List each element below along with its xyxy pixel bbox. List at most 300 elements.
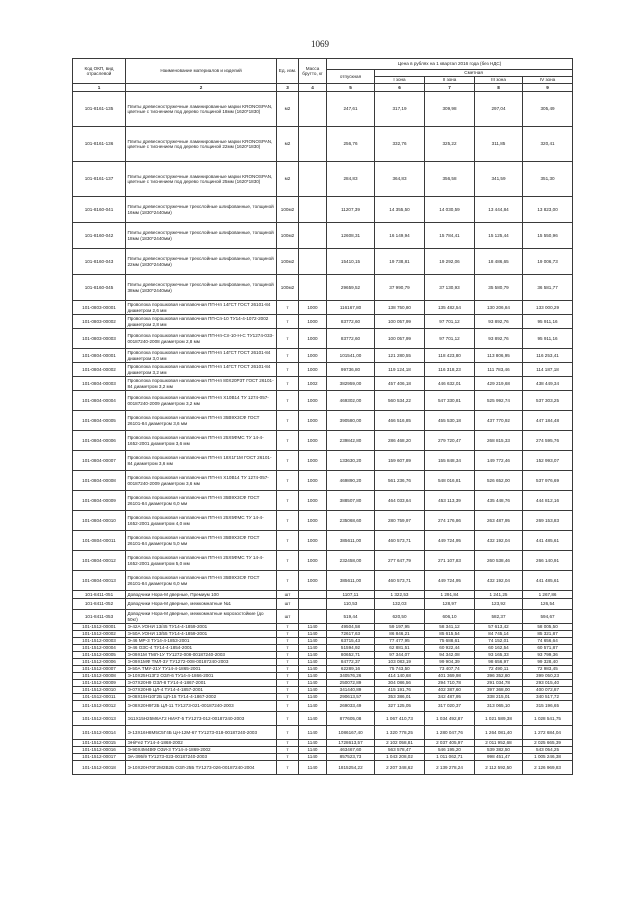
row-release-price: 385611,00 (327, 571, 375, 591)
row-zone1-price: 97 344,07 (375, 652, 425, 659)
row-zone4-price: 400 072,87 (523, 687, 573, 694)
row-zone2-price: 99 904,39 (425, 659, 475, 666)
row-mass: 1140 (299, 712, 327, 726)
row-zone4-price: 340 517,72 (523, 694, 573, 701)
row-zone3-price: 149 772,46 (475, 451, 523, 471)
row-unit: т (277, 631, 299, 638)
row-code: 101-0803-00001 (73, 301, 126, 315)
row-release-price: 83772,60 (327, 329, 375, 349)
row-zone2-price: 294 710,78 (425, 680, 475, 687)
row-mass: 1140 (299, 754, 327, 761)
table-row (73, 471, 573, 491)
row-unit: т (277, 645, 299, 652)
row-code: 101-8160-045 (73, 275, 126, 301)
row-release-price: 83772,60 (327, 315, 375, 329)
row-name: Э-46 МР-3 ТУ14-4-1853-2001 (126, 638, 277, 645)
row-release-price: 1107,11 (327, 591, 375, 599)
header-price-group: Цена в рублях на 1 квартал 2016 года (без НДС) (327, 59, 573, 70)
row-zone1-price: 75 743,50 (375, 666, 425, 673)
row-code: 101-1512-00008 (73, 673, 126, 680)
row-code: 101-1512-00011 (73, 694, 126, 701)
row-unit: т (277, 652, 299, 659)
row-unit: т (277, 726, 299, 740)
row-name: Плиты древесностружечные трехслойные шлифованные, толщиной 18мм (1830*2440мм) (126, 223, 277, 249)
row-zone1-price: 317,19 (375, 92, 425, 127)
column-number: 2 (126, 84, 277, 92)
table-row (73, 197, 573, 223)
row-mass: 1000 (299, 349, 327, 363)
row-zone2-price: 271 107,83 (425, 551, 475, 571)
row-zone2-price: 449 724,95 (425, 571, 475, 591)
row-unit: т (277, 666, 299, 673)
row-zone1-price: 1 067 410,73 (375, 712, 425, 726)
row-name: ЭНiFe2 ТУ14-4-1868-2002 (126, 740, 277, 747)
row-zone3-price: 268 815,33 (475, 431, 523, 451)
row-code: 101-1512-00017 (73, 754, 126, 761)
row-zone2-price: 342 487,95 (425, 694, 475, 701)
row-unit: т (277, 315, 299, 329)
row-unit: т (277, 411, 299, 431)
row-zone2-price: 606,10 (425, 610, 475, 624)
column-number: 8 (475, 84, 523, 92)
row-code: 101-1512-00004 (73, 645, 126, 652)
row-unit: т (277, 701, 299, 712)
row-name: Э-10Х25Н13Г2 ОЗЛ-6 ТУ14-4-1866-2001 (126, 673, 277, 680)
row-release-price: 11207,39 (327, 197, 375, 223)
row-unit: т (277, 624, 299, 631)
header-name: Наименование материалов и изделий (126, 59, 277, 84)
row-mass: 1140 (299, 694, 327, 701)
row-mass: 1000 (299, 531, 327, 551)
row-mass: 1000 (299, 363, 327, 377)
row-code: 101-1512-00002 (73, 631, 126, 638)
row-release-price: 51594,92 (327, 645, 375, 652)
row-zone4-price: 438 449,34 (523, 377, 573, 391)
row-code: 101-1512-00010 (73, 687, 126, 694)
row-name: Плиты древесностружечные трехслойные шлифованные, толщиной 38мм (1830*2440мм) (126, 275, 277, 301)
row-code: 101-0803-00002 (73, 315, 126, 329)
header-zone-3: III зона (475, 77, 523, 84)
row-code: 101-1512-00006 (73, 659, 126, 666)
row-zone4-price: 320,41 (523, 127, 573, 162)
row-zone2-price: 453 113,39 (425, 491, 475, 511)
header-estimated: Сметная (375, 70, 573, 77)
row-zone1-price: 286 468,20 (375, 431, 425, 451)
row-unit: шт (277, 599, 299, 610)
row-unit: м2 (277, 162, 299, 197)
row-zone2-price: 1 291,84 (425, 591, 475, 599)
row-code: 101-1512-00003 (73, 638, 126, 645)
row-zone3-price: 113 806,95 (475, 349, 523, 363)
row-zone3-price: 432 192,04 (475, 531, 523, 551)
row-name: Проволока порошковая наплавочная ПП-Нп 35В9Х3СФ ГОСТ 26101-84 диаметром 3,6 мм (126, 411, 277, 431)
row-mass: 1000 (299, 391, 327, 411)
row-name: Проволока порошковая наплавочная ПП-Сп-10 ТУ14-4-1072-2002 диаметром 2,8 мм (126, 315, 277, 329)
row-zone1-price: 2 207 348,62 (375, 761, 425, 775)
row-mass: 1000 (299, 411, 327, 431)
table-row (73, 673, 573, 680)
row-code: 101-0804-00001 (73, 349, 126, 363)
row-unit: т (277, 551, 299, 571)
row-zone3-price: 72 490,11 (475, 666, 523, 673)
row-name: Проволока порошковая наплавочная ПП-Нп 14ГСТ ГОСТ 26101-84 диаметром 3,2 мм (126, 363, 277, 377)
table-row (73, 377, 573, 391)
row-zone3-price: 57 613,42 (475, 624, 523, 631)
row-name: Проволока порошковая наплавочная ПП-Нп 35В9Х3СФ ГОСТ 26101-84 диаметром 5,0 мм (126, 531, 277, 551)
row-release-price: 62289,16 (327, 666, 375, 673)
row-zone1-price: 414 140,68 (375, 673, 425, 680)
row-zone3-price: 98 656,97 (475, 659, 523, 666)
row-unit: т (277, 680, 299, 687)
row-zone4-price: 13 823,00 (523, 197, 573, 223)
row-zone2-price: 116 318,23 (425, 363, 475, 377)
row-unit: т (277, 673, 299, 680)
row-name: Э-08Х20Н9Г2Б ЦЛ-11 ТУ1273-021-00187240-2003 (126, 701, 277, 712)
row-code: 101-0804-00009 (73, 491, 126, 511)
row-zone3-price: 397 368,00 (475, 687, 523, 694)
table-row (73, 754, 573, 761)
row-zone3-price: 130 206,84 (475, 301, 523, 315)
row-release-price: 12608,31 (327, 223, 375, 249)
header-zone-1: I зона (375, 77, 425, 84)
row-code: 101-1512-00007 (73, 666, 126, 673)
row-zone1-price: 19 738,81 (375, 249, 425, 275)
row-mass: 1140 (299, 740, 327, 747)
row-code: 101-1512-00015 (73, 740, 126, 747)
row-name: Э-10Х20Н70Г2М2В2Б ОЗЛ-25Б ТУ1273-026-00187240-2004 (126, 761, 277, 775)
row-zone2-price: 1 280 047,76 (425, 726, 475, 740)
row-code: 101-1512-00018 (73, 761, 126, 775)
row-zone1-price: 62 881,51 (375, 645, 425, 652)
row-unit: т (277, 747, 299, 754)
row-zone2-price: 356,58 (425, 162, 475, 197)
row-zone1-price: 457 406,18 (375, 377, 425, 391)
row-release-price: 290613,57 (327, 694, 375, 701)
row-zone4-price: 93 799,36 (523, 652, 573, 659)
row-zone3-price: 13 444,84 (475, 197, 523, 223)
row-zone3-price: 429 219,68 (475, 377, 523, 391)
row-zone1-price: 14 355,50 (375, 197, 425, 223)
row-unit: т (277, 329, 299, 349)
row-zone3-price: 396 352,80 (475, 673, 523, 680)
row-unit: т (277, 659, 299, 666)
row-zone3-price: 93 165,33 (475, 652, 523, 659)
table-row (73, 712, 573, 726)
row-mass (299, 197, 327, 223)
row-zone4-price: 116 253,41 (523, 349, 573, 363)
header-code: Код ОКП, вид отраслевой (73, 59, 126, 84)
row-name: Проволока порошковая наплавочная ПП-Нп 25Х5ФМС ТУ 14-4-1652-2001 диаметром 5,0 мм (126, 551, 277, 571)
row-zone3-price: 2 011 952,68 (475, 740, 523, 747)
row-zone4-price: 543 054,25 (523, 747, 573, 754)
row-name: Э11Х15Н25М6АГ2 НИАТ-5 ТУ1273-012-00187240-2003 (126, 712, 277, 726)
row-mass: 1140 (299, 659, 327, 666)
row-name: Э-08Х19Н10Г2Б ЦЛ-15 ТУ14-4-1867-2002 (126, 694, 277, 701)
row-mass (299, 591, 327, 599)
row-mass (299, 92, 327, 127)
row-mass: 1140 (299, 761, 327, 775)
table-row (73, 162, 573, 197)
row-name: Проволока порошковая наплавочная ПП-Нп 14ГСТ ГОСТ 26101-84 диаметром 2,6 мм (126, 301, 277, 315)
row-release-price: 49504,58 (327, 624, 375, 631)
row-code: 101-0804-00004 (73, 391, 126, 411)
row-zone4-price: 95 911,16 (523, 329, 573, 349)
row-unit: т (277, 491, 299, 511)
row-zone2-price: 401 369,98 (425, 673, 475, 680)
row-zone2-price: 58 341,12 (425, 624, 475, 631)
row-mass: 1140 (299, 680, 327, 687)
row-zone3-price: 1 241,25 (475, 591, 523, 599)
row-zone4-price: 15 550,96 (523, 223, 573, 249)
row-zone4-price: 85 321,87 (523, 631, 573, 638)
row-name: Плиты древесностружечные трехслойные шлифованные, толщиной 22мм (1830*2440мм) (126, 249, 277, 275)
row-zone4-price: 2 126 969,83 (523, 761, 573, 775)
table-row (73, 249, 573, 275)
row-release-price: 463467,60 (327, 747, 375, 754)
row-zone1-price: 415 191,76 (375, 687, 425, 694)
table-row (73, 391, 573, 411)
row-code: 101-1512-00009 (73, 680, 126, 687)
row-zone1-price: 1 322,53 (375, 591, 425, 599)
row-zone4-price: 1 005 246,38 (523, 754, 573, 761)
table-row (73, 638, 573, 645)
row-mass: 1002 (299, 377, 327, 391)
row-name: Проволока порошковая наплавочная ПП-Нп 25Х5ФМС ТУ 14-4-1652-2001 диаметром 3,6 мм (126, 431, 277, 451)
row-zone3-price: 111 783,46 (475, 363, 523, 377)
row-zone3-price: 1 264 081,40 (475, 726, 523, 740)
row-zone3-price: 263 487,95 (475, 511, 523, 531)
row-mass: 1140 (299, 701, 327, 712)
row-unit: т (277, 740, 299, 747)
row-code: 101-8160-041 (73, 197, 126, 223)
row-zone1-price: 277 647,79 (375, 551, 425, 571)
table-row (73, 315, 573, 329)
table-row (73, 363, 573, 377)
row-code: 101-1512-00001 (73, 624, 126, 631)
row-zone1-price: 59 197,95 (375, 624, 425, 631)
row-zone4-price: 19 006,73 (523, 249, 573, 275)
row-zone2-price: 118 423,80 (425, 349, 475, 363)
row-code: 101-8161-135 (73, 92, 126, 127)
row-name: ЭА-395/9 ТУ1273-023-00187240-2003 (126, 754, 277, 761)
row-code: 101-0804-00013 (73, 571, 126, 591)
row-zone2-price: 546 195,20 (425, 747, 475, 754)
row-zone1-price: 560 534,22 (375, 391, 425, 411)
row-unit: т (277, 431, 299, 451)
table-row (73, 431, 573, 451)
row-zone2-price: 455 530,18 (425, 411, 475, 431)
row-zone3-price: 60 162,54 (475, 645, 523, 652)
row-release-price: 1728613,57 (327, 740, 375, 747)
row-zone2-price: 15 784,41 (425, 223, 475, 249)
column-number-row (73, 84, 573, 92)
row-name: Э-46 ОЗС-4 ТУ14-4-1854-2001 (126, 645, 277, 652)
row-name: Э-13Х16Н8М5С5Г4Б ЦН-12М-67 ТУ1273-018-00187240-2003 (126, 726, 277, 740)
row-unit: 100м2 (277, 197, 299, 223)
row-zone4-price: 441 485,61 (523, 571, 573, 591)
row-release-price: 63715,43 (327, 638, 375, 645)
table-row (73, 491, 573, 511)
row-zone1-price: 620,50 (375, 610, 425, 624)
row-zone4-price: 36 581,77 (523, 275, 573, 301)
header-zone-4: IV зона (523, 77, 573, 84)
table-row (73, 511, 573, 531)
row-release-price: 15410,15 (327, 249, 375, 275)
row-code: 101-8160-042 (73, 223, 126, 249)
table-row (73, 551, 573, 571)
row-zone2-price: 135 482,54 (425, 301, 475, 315)
row-release-price: 133630,20 (327, 451, 375, 471)
row-release-price: 250072,89 (327, 680, 375, 687)
row-unit: т (277, 638, 299, 645)
row-mass: 1140 (299, 652, 327, 659)
table-row (73, 301, 573, 315)
row-zone2-price: 60 922,44 (425, 645, 475, 652)
row-release-price: 469302,00 (327, 391, 375, 411)
row-zone4-price: 1 272 684,04 (523, 726, 573, 740)
row-mass: 1140 (299, 624, 327, 631)
row-name: Плиты древесностружечные ламинированные марки KRONOSPAN, цветные с тиснением под дерево толщиной 18мм (1620*1830) (126, 92, 277, 127)
row-name: Доводчики Нора-М дверные, межкомнатные №1 (126, 599, 277, 610)
price-table (72, 58, 573, 775)
row-mass (299, 127, 327, 162)
row-zone4-price: 266 140,91 (523, 551, 573, 571)
row-zone1-price: 561 236,76 (375, 471, 425, 491)
row-mass: 1000 (299, 431, 327, 451)
row-mass: 1140 (299, 687, 327, 694)
row-zone4-price: 1 028 541,75 (523, 712, 573, 726)
row-mass: 1140 (299, 631, 327, 638)
row-zone4-price: 447 184,48 (523, 411, 573, 431)
row-name: Э-50А ТМУ-21У ТУ14-4-1865-2001 (126, 666, 277, 673)
row-zone3-price: 526 652,00 (475, 471, 523, 491)
column-number: 3 (277, 84, 299, 92)
row-zone4-price: 126,54 (523, 599, 573, 610)
table-row (73, 223, 573, 249)
row-unit: т (277, 571, 299, 591)
row-zone4-price: 152 993,07 (523, 451, 573, 471)
row-name: Проволока порошковая наплавочная ПП-Нп 25Х5ФМС ТУ 14-4-1652-2001 диаметром 4,0 мм (126, 511, 277, 531)
row-zone3-price: 435 448,76 (475, 491, 523, 511)
row-mass: 1140 (299, 645, 327, 652)
row-release-price: 385611,00 (327, 531, 375, 551)
row-zone4-price: 444 812,16 (523, 491, 573, 511)
row-zone3-price: 313 065,10 (475, 701, 523, 712)
table-row (73, 761, 573, 775)
row-zone1-price: 563 578,47 (375, 747, 425, 754)
row-release-price: 29659,52 (327, 275, 375, 301)
row-zone2-price: 548 016,81 (425, 471, 475, 491)
row-release-price: 1815254,22 (327, 761, 375, 775)
row-zone4-price: 351,30 (523, 162, 573, 197)
table-row (73, 571, 573, 591)
row-name: Проволока порошковая наплавочная ПП-Нп 14ГСТ ГОСТ 26101-84 диаметром 3,0 мм (126, 349, 277, 363)
row-zone1-price: 138 750,80 (375, 301, 425, 315)
row-zone3-price: 539 382,50 (475, 747, 523, 754)
row-zone4-price: 305,49 (523, 92, 573, 127)
row-release-price: 284,83 (327, 162, 375, 197)
header-zone-2: II зона (425, 77, 475, 84)
row-name: Проволока порошковая наплавочная ПП-Нп-Сп-10-Н-С ТУ1274-033-00187240-2008 диаметром 2,8 мм (126, 329, 277, 349)
row-mass: 1000 (299, 491, 327, 511)
row-unit: т (277, 531, 299, 551)
row-zone2-price: 97 701,12 (425, 329, 475, 349)
row-code: 101-0804-00011 (73, 531, 126, 551)
row-unit: т (277, 511, 299, 531)
row-release-price: 99736,80 (327, 363, 375, 377)
row-release-price: 388507,80 (327, 491, 375, 511)
row-release-price: 469890,20 (327, 471, 375, 491)
row-mass (299, 610, 327, 624)
row-code: 101-8411-052 (73, 599, 126, 610)
row-zone2-price: 94 342,08 (425, 652, 475, 659)
table-row (73, 659, 573, 666)
table-row (73, 631, 573, 638)
row-mass (299, 275, 327, 301)
row-zone4-price: 1 267,86 (523, 591, 573, 599)
row-release-price: 247,61 (327, 92, 375, 127)
row-code: 101-0804-00007 (73, 451, 126, 471)
row-name: Э-50А УОНИ 13/55 ТУ14-4-1859-2001 (126, 631, 277, 638)
table-row (73, 531, 573, 551)
row-zone2-price: 317 020,37 (425, 701, 475, 712)
row-release-price: 519,44 (327, 610, 375, 624)
row-code: 101-0804-00005 (73, 411, 126, 431)
row-zone1-price: 159 607,89 (375, 451, 425, 471)
row-release-price: 84772,37 (327, 659, 375, 666)
table-row (73, 329, 573, 349)
header-mass: Масса брутто, кг (299, 59, 327, 84)
row-unit: 100м2 (277, 249, 299, 275)
row-zone1-price: 466 516,85 (375, 411, 425, 431)
row-name: Э-09Х1МФ ТМЛ-3У ТУ1272-008-00187240-2003 (126, 659, 277, 666)
row-unit: шт (277, 591, 299, 599)
row-zone4-price: 74 656,64 (523, 638, 573, 645)
row-code: 101-1512-00012 (73, 701, 126, 712)
row-name: Э-42А УОНИ 13/45 ТУ14-4-1859-2001 (126, 624, 277, 631)
row-zone4-price: 269 153,83 (523, 511, 573, 531)
row-code: 101-8411-053 (73, 610, 126, 624)
row-release-price: 239842,80 (327, 431, 375, 451)
row-zone3-price: 84 745,14 (475, 631, 523, 638)
table-row (73, 349, 573, 363)
row-code: 101-0804-00012 (73, 551, 126, 571)
row-zone2-price: 14 030,59 (425, 197, 475, 223)
row-release-price: 857523,73 (327, 754, 375, 761)
row-mass: 1000 (299, 471, 327, 491)
row-name: Проволока порошковая наплавочная ПП-Нп Х10В14 ТУ 1274-057-00187240-2009 диаметром 3,2 мм (126, 391, 277, 411)
row-zone4-price: 537 303,25 (523, 391, 573, 411)
row-zone3-price: 998 451,47 (475, 754, 523, 761)
row-name: Плиты древесностружечные ламинированные марки KRONOSPAN, цветные с тиснением под дерево толщиной 22мм (1620*1830) (126, 127, 277, 162)
row-zone3-price: 432 192,04 (475, 571, 523, 591)
header-unit: Ед. изм. (277, 59, 299, 84)
row-unit: шт (277, 610, 299, 624)
table-row (73, 127, 573, 162)
row-code: 101-0804-00008 (73, 471, 126, 491)
table-row (73, 610, 573, 624)
row-name: Проволока порошковая наплавочная ПП-Нп 18Х1Г1М ГОСТ 26101-84 диаметром 3,6 мм (126, 451, 277, 471)
row-unit: 100м2 (277, 275, 299, 301)
row-release-price: 110,53 (327, 599, 375, 610)
row-zone1-price: 1 320 778,25 (375, 726, 425, 740)
row-zone1-price: 280 759,97 (375, 511, 425, 531)
table-row (73, 694, 573, 701)
row-zone2-price: 73 407,74 (425, 666, 475, 673)
row-zone3-price: 338 215,01 (475, 694, 523, 701)
table-row (73, 645, 573, 652)
row-release-price: 340576,26 (327, 673, 375, 680)
